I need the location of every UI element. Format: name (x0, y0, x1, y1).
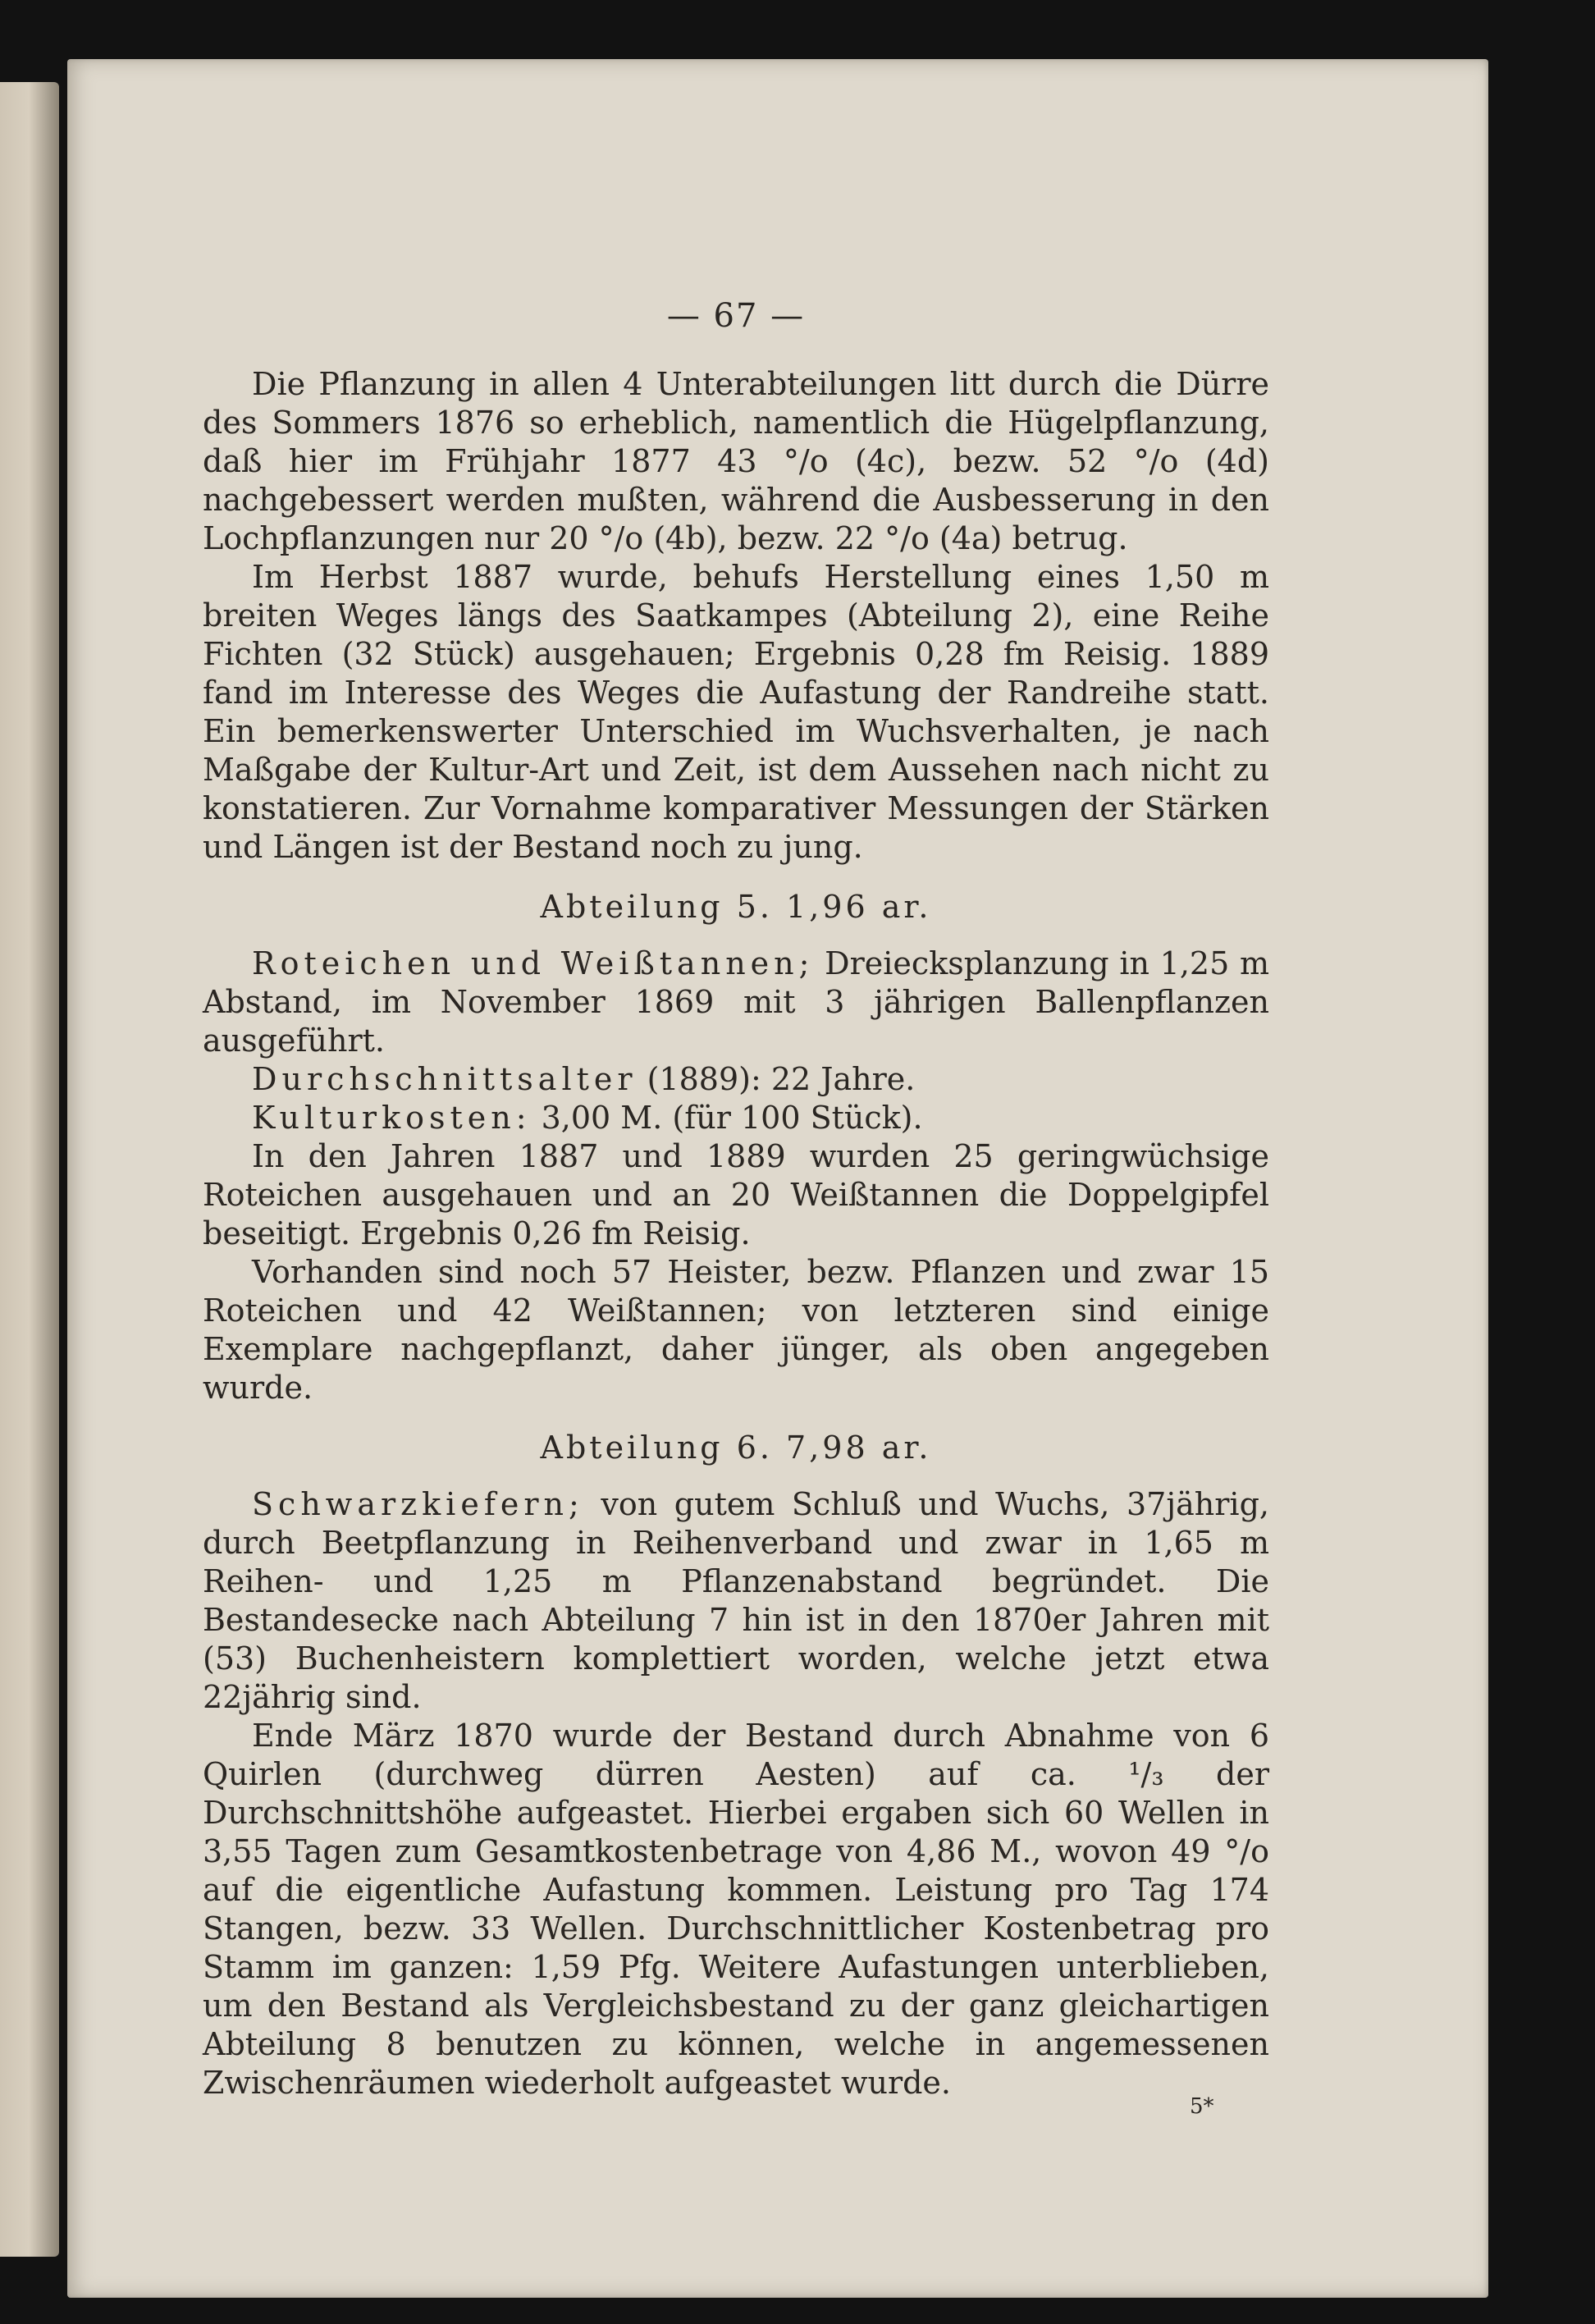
heading-abteilung-6: Abteilung 6. 7,98 ar. (540, 1430, 932, 1466)
page-text-block (203, 297, 1269, 2102)
paragraph-5 (203, 1099, 1269, 1137)
paragraph-8-lead: Schwarzkiefern; (252, 1486, 584, 1522)
heading-abteilung-5: Abteilung 5. 1,96 ar. (540, 889, 932, 925)
paragraph-7: Vorhanden sind noch 57 Heister, bezw. Pflanzen und zwar 15 Roteichen und 42 Weißtannen; von letzteren sind einige Exemplare nachgepflanzt, daher jünger, als oben angegeben wurde. (203, 1254, 1269, 1406)
book-page (67, 59, 1488, 2298)
paragraph-6: In den Jahren 1887 und 1889 wurden 25 geringwüchsige Roteichen ausgehauen und an 20 Weißtannen die Doppelgipfel beseitigt. Ergebnis 0,26 fm Reisig. (203, 1138, 1269, 1251)
paragraph-3-body: Dreiecksplanzung in 1,25 m Abstand, im November 1869 mit 3 jährigen Ballenpflanzen ausgeführt. (203, 945, 1270, 1059)
paragraph-3 (203, 945, 1269, 1060)
paragraph-4 (203, 1060, 1269, 1099)
paragraph-4-lead: Durchschnittsalter (252, 1061, 638, 1097)
paragraph-8 (203, 1485, 1269, 1717)
paragraph-9: Ende März 1870 wurde der Bestand durch Abnahme von 6 Quirlen (durchweg dürren Aesten) auf ca. ¹/₃ der Durchschnittshöhe aufgeastet. Hierbei ergaben sich 60 Wellen in 3,55 Tagen zum Gesamtkostenbetrage von 4,86 M., wovon 49 °/o auf die eigentliche Aufastung kommen. Leistung pro Tag 174 Stangen, bezw. 33 Wellen. Durchschnittlicher Kostenbetrag pro Stamm im ganzen: 1,59 Pfg. Weitere Aufastungen unterblieben, um den Bestand als Vergleichsbestand zu der ganz gleichartigen Abteilung 8 benutzen zu können, welche in angemessenen Zwischenräumen wiederholt aufgeastet wurde. (203, 1718, 1269, 2101)
paragraph-2: Im Herbst 1887 wurde, behufs Herstellung eines 1,50 m breiten Weges längs des Saatkampes (Abteilung 2), eine Reihe Fichten (32 Stück) ausgehauen; Ergebnis 0,28 fm Reisig. 1889 fand im Interesse des Weges die Aufastung der Randreihe statt. Ein bemerkenswerter Unterschied im Wuchsverhalten, je nach Maßgabe der Kultur-Art und Zeit, ist dem Aussehen nach nicht zu konstatieren. Zur Vornahme komparativer Messungen der Stärken und Längen ist der Bestand noch zu jung. (203, 559, 1269, 865)
paragraph-8-body: von gutem Schluß und Wuchs, 37jährig, durch Beetpflanzung in Reihenverband und zwar in 1,65 m Reihen- und 1,25 m Pflanzenabstand begründet. Die Bestandesecke nach Abteilung 7 hin ist in den 1870er Jahren mit (53) Buchenheistern komplettiert worden, welche jetzt etwa 22jährig sind. (203, 1486, 1269, 1715)
paragraph-3-lead: Roteichen und Weißtannen; (252, 945, 815, 981)
paragraph-4-body: (1889): 22 Jahre. (637, 1061, 916, 1097)
previous-page-edge (0, 82, 59, 2257)
page-number: — 67 — (666, 297, 806, 335)
paragraph-1: Die Pflanzung in allen 4 Unterabteilungen litt durch die Dürre des Sommers 1876 so erheblich, namentlich die Hügelpflanzung, daß hier im Frühjahr 1877 43 °/o (4c), bezw. 52 °/o (4d) nachgebessert werden mußten, während die Ausbesserung in den Lochpflanzungen nur 20 °/o (4b), bezw. 22 °/o (4a) betrug. (203, 366, 1269, 556)
paragraph-5-lead: Kulturkosten: (252, 1100, 532, 1136)
signature-mark: 5* (1190, 2094, 1214, 2119)
paragraph-5-body: 3,00 M. (für 100 Stück). (531, 1100, 923, 1136)
